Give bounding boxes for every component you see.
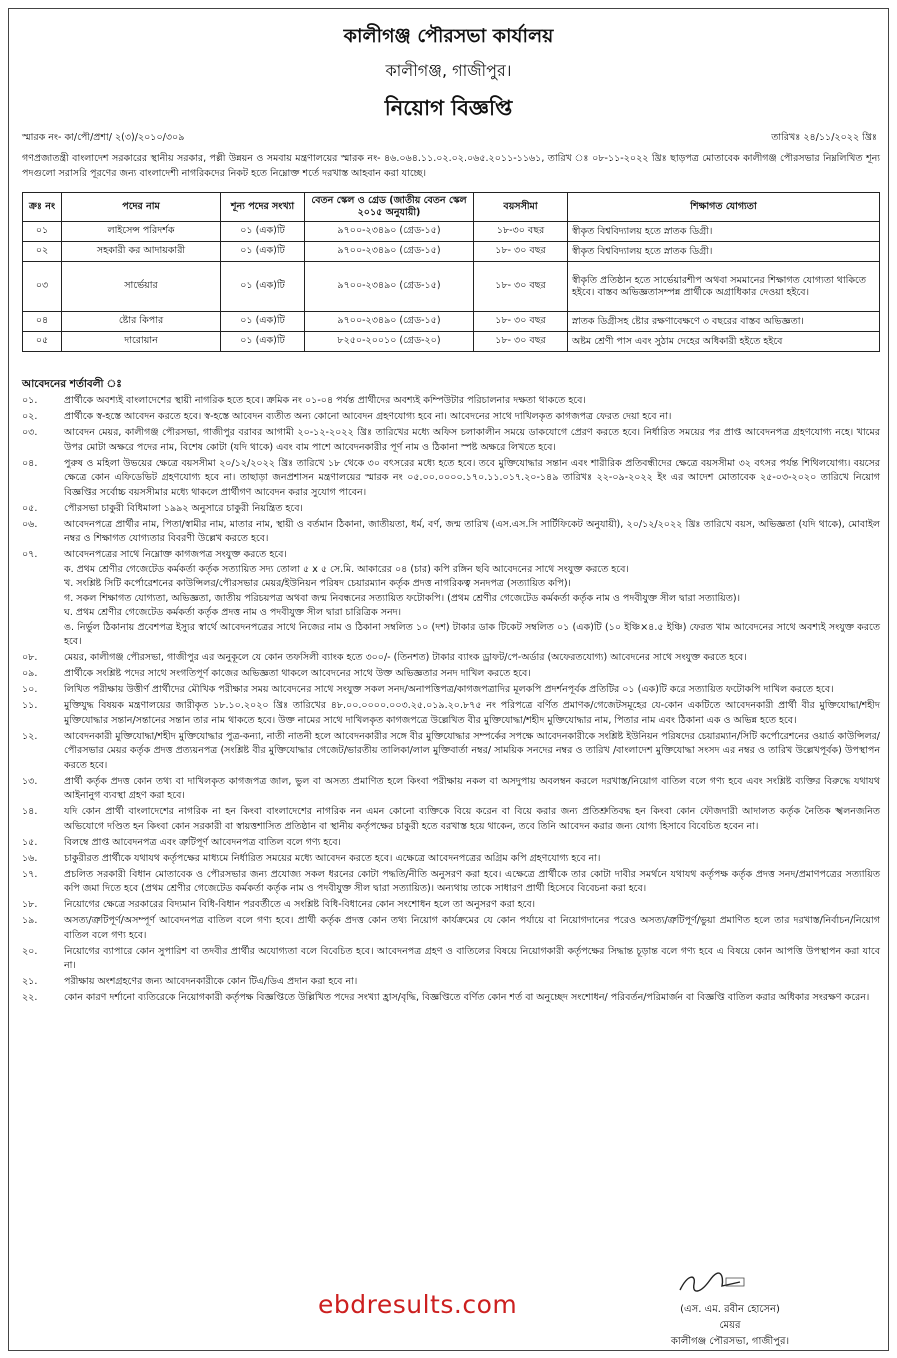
condition-number: ১৯.: [22, 915, 38, 926]
condition-number: ১২.: [22, 730, 38, 742]
condition-text: যদি কোন প্রার্থী বাংলাদেশের নাগরিক না হন কিংবা বাংলাদেশের নাগরিক নন এমন কোনো ব্যক্তিকে বিয়ে করেন বা বিয়ে করার জন্য প্রতিশ্রুতিবদ্ধ হন কিংবা কোন ফৌজদারী আদালত কর্তৃক নৈতিক স্খলনজনিত অভিযোগে দণ্ডিত হন কিংবা কোন সরকারী বা স্বায়ত্তশাসিত প্রতিষ্ঠান বা স্থানীয় কর্তৃপক্ষের চাকুরী হতে বরখাস্ত হয়ে থাকেন, তবে তিনি আবেদন করার জন্য যোগ্য হিসাবে বিবেচিত হবেন না।: [64, 806, 880, 832]
condition-number: ১৬.: [22, 852, 38, 864]
condition-number: ১১.: [22, 700, 38, 711]
posts-table: [22, 192, 880, 352]
cell-scale: ৮২৫০-২০০১০ (গ্রেড-২০): [305, 332, 474, 352]
signatory-block: [600, 1302, 860, 1350]
condition-text-block: [64, 457, 880, 501]
cell-age: ১৮- ৩০ বছর: [474, 312, 568, 332]
condition-number: ১৫.: [22, 836, 38, 848]
signatory-name: (এস. এম. রবীন হোসেন): [680, 1304, 780, 1315]
condition-text: পুরুষ ও মহিলা উভয়ের ক্ষেত্রে বয়সসীমা ২০/১২/২০২২ খ্রিঃ তারিখে ১৮ থেকে ৩০ বৎসরের মধ্যে হতে হবে। তবে মুক্তিযোদ্ধার সন্তান এবং শারীরিক প্রতিবন্ধীদের ক্ষেত্রে বয়সসীমা ৩২ বৎসর পর্যন্ত শিথিলযোগ্য। বয়সের ক্ষেত্রে কোন এফিডেভিট গ্রহণযোগ্য হবে না। তাছাড়া জনপ্রশাসন মন্ত্রণালয়ের স্মারক নং ০৫.০০.০০০০.১৭০.১১.০১৭.২০-১৪৯ তারিখঃ ২২-০৯-২০২২ ইং এর আদেশ মোতাবেক ২৫-০৩-২০২০ তারিখে নিয়োগ বিজ্ঞপ্তির সর্বোচ্চ বয়সসীমার মধ্যে থাকলে প্রার্থীগণ আবেদন করার সুযোগ পাবেন।: [64, 457, 880, 498]
condition-item: [22, 426, 880, 455]
cell-serial: ০২: [23, 242, 62, 262]
condition-number: ১৭.: [22, 868, 38, 880]
condition-text: নিয়োগের ক্ষেত্রে সরকারের বিদ্যমান বিধি-বিধান পরবর্তীতে এ সংশ্লিষ্ট বিধি-বিধানের কোন সংশোধন হলে তা অনুসরণ করা হবে।: [64, 899, 536, 910]
condition-item: [22, 868, 880, 897]
cell-count: ০১ (এক)টি: [221, 312, 305, 332]
condition-text-block: [64, 914, 880, 943]
cell-count: ০১ (এক)টি: [221, 262, 305, 312]
condition-text-block: [64, 805, 880, 834]
condition-number: ১৩.: [22, 775, 38, 787]
table-header-row: [23, 193, 880, 222]
condition-text: প্রার্থী কর্তৃক প্রদত্ত কোন তথ্য বা দাখিলকৃত কাগজপত্র জাল, ভুল বা অসত্য প্রমাণিত হলে কিংবা পরীক্ষায় নকল বা অসদুপায় অবলম্বন করলে দরখাস্ত/নিয়োগ বাতিল বলে গণ্য হবে এবং সংশ্লিষ্ট ব্যক্তির বিরুদ্ধে যথাযথ আইনানুগ ব্যবস্থা গ্রহণ করা হবে।: [64, 775, 880, 801]
condition-number: ০৩.: [22, 427, 38, 438]
condition-text-block: [64, 852, 880, 867]
condition-number: ২০.: [22, 945, 38, 957]
cell-scale: ৯৭০০-২৩৪৯০ (গ্রেড-১৫): [305, 242, 474, 262]
conditions-title: আবেদনের শর্তাবলী ঃ: [22, 378, 122, 390]
condition-number: ০৬.: [22, 518, 38, 530]
office-title: কালীগঞ্জ পৌরসভা কার্যালয়: [343, 25, 554, 47]
condition-item: [22, 548, 880, 650]
condition-text-block: [64, 667, 880, 682]
condition-number: ১০.: [22, 684, 38, 695]
condition-item: [22, 502, 880, 517]
cell-age: ১৮-৩০ বছর: [474, 222, 568, 242]
condition-item: [22, 945, 880, 974]
cell-post: লাইসেন্স পরিদর্শক: [62, 222, 221, 242]
condition-text-block: [64, 683, 880, 698]
condition-text-block: [64, 502, 880, 517]
signatory-designation: মেয়র: [719, 1320, 741, 1331]
col-serial: ক্রঃ নং: [23, 193, 62, 222]
condition-item: [22, 683, 880, 698]
cell-age: ১৮- ৩০ বছর: [474, 332, 568, 352]
condition-text-block: [64, 775, 880, 804]
condition-text: বিলম্বে প্রাপ্ত আবেদনপত্র এবং ত্রুটিপূর্ণ আবেদনপত্র বাতিল বলে গণ্য হবে।: [64, 836, 341, 848]
condition-text: প্রচলিত সরকারী বিধান মোতাবেক ও পৌরসভার জন্য প্রযোজ্য সকল ধরনের কোটা পদ্ধতি/নীতি অনুসরণ করা হবে। এক্ষেত্রে প্রার্থীকে তার কোটা দাবীর সমর্থনে যথাযথ কর্তৃপক্ষ কর্তৃক প্রদত্ত সনদ/প্রমাণপত্রের সত্যায়িত কপি জমা দিতে হবে (প্রথম শ্রেণীর গেজেটেড কর্মকর্তা কর্তৃক নাম ও পদবীযুক্ত সীল দ্বারা সত্যায়িত)। অন্যথায় তাকে সাধারণ প্রার্থী হিসেবে বিবেচনা করা হবে।: [64, 868, 880, 894]
col-qualification: শিক্ষাগত যোগ্যতা: [568, 193, 880, 222]
intro-paragraph: গণপ্রজাতন্ত্রী বাংলাদেশ সরকারের স্থানীয় সরকার, পল্লী উন্নয়ন ও সমবায় মন্ত্রণালয়ের স্মারক নং- ৪৬.০৬৪.১১.০২.০২.০৬৫.২০১১-১১৬১, তারিখ ঃ ০৮-১১-২০২২ খ্রিঃ ছাড়পত্র মোতাবেক কালীগঞ্জ পৌরসভার নিম্নলিখিত শূন্য পদগুলো সরাসরি পূরণের জন্য বাংলাদেশী নাগরিকদের নিকট হতে নিম্নোক্ত শর্তে দরখাস্ত আহবান করা যাচ্ছে।: [22, 153, 880, 179]
condition-text-block: [64, 426, 880, 455]
condition-text: মুক্তিযুদ্ধ বিষয়ক মন্ত্রণালয়ের জারীকৃত ১৮.১০.২০২০ খ্রিঃ তারিখের ৪৮.০০.০০০০.০০৩.২৫.০১৯.২০.৮৭৫ নং পরিপত্রে বর্ণিত প্রমাণক/গেজেটসমূহের যে-কোন একটিতে আবেদনকারী প্রার্থী বীর মুক্তিযোদ্ধা/শহীদ মুক্তিযোদ্ধার সন্তান/সন্তানের সন্তান তার নাম থাকতে হবে। উক্ত নামের সাথে দাখিলকৃত কাগজপত্রে উল্লেখিত বীর মুক্তিযোদ্ধা/শহীদ মুক্তিযোদ্ধার নাম, পিতার নাম এবং ঠিকানা এক ও অভিন্ন হতে হবে।: [64, 700, 880, 726]
cell-qualification: স্বীকৃতি প্রতিষ্ঠান হতে সার্ভেয়ারশীপ অথবা সমমানের শিক্ষাগত যোগ্যতা থাকিতে হইবে। বাস্তব অভিজ্ঞতাসম্পন্ন প্রার্থীকে অগ্রাধিকার দেওয়া হইবে।: [568, 262, 880, 312]
condition-item: [22, 852, 880, 867]
notice-title: নিয়োগ বিজ্ঞপ্তি: [384, 96, 513, 120]
condition-number: ০৮.: [22, 652, 38, 663]
condition-text-block: [64, 730, 880, 774]
condition-item: [22, 836, 880, 851]
condition-item: [22, 730, 880, 774]
cell-serial: ০১: [23, 222, 62, 242]
condition-text-block: [64, 836, 880, 851]
signatory-office: কালীগঞ্জ পৌরসভা, গাজীপুর।: [670, 1336, 790, 1347]
cell-qualification: স্বীকৃত বিশ্ববিদ্যালয় হতে স্নাতক ডিগ্রী।: [568, 222, 880, 242]
condition-item: [22, 775, 880, 804]
condition-number: ০৫.: [22, 502, 38, 514]
condition-item: [22, 394, 880, 409]
condition-text-block: [64, 548, 880, 650]
condition-text-block: [64, 651, 880, 666]
condition-number: ১৮.: [22, 899, 38, 910]
condition-text: আবেদনপত্রের সাথে নিম্নোক্ত কাগজপত্র সংযুক্ত করতে হবে।: [64, 549, 287, 560]
condition-text-block: [64, 394, 880, 409]
condition-text-block: [64, 991, 880, 1006]
conditions-list: [22, 394, 880, 1007]
condition-text-block: [64, 699, 880, 728]
condition-text: মেয়র, কালীগঞ্জ পৌরসভা, গাজীপুর এর অনুকূলে যে কোন তফসিলী ব্যাংক হতে ৩০০/- (তিনশত) টাকার ব্যাংক ড্রাফট/পে-অর্ডার (অফেরতযোগ্য) আবেদনের সাথে সংযুক্ত করতে হবে।: [64, 652, 747, 663]
memo-number: স্মারক নং- কা/পৌ/প্রশা/ ২(৩)/২০১০/৩০৯: [22, 132, 185, 143]
cell-post: ষ্টোর কিপার: [62, 312, 221, 332]
condition-number: ০১.: [22, 395, 38, 406]
condition-number: ০২.: [22, 411, 38, 422]
condition-text-block: [64, 410, 880, 425]
condition-text-block: [64, 898, 880, 913]
cell-count: ০১ (এক)টি: [221, 332, 305, 352]
condition-number: ২১.: [22, 976, 38, 987]
table-row: [23, 312, 880, 332]
condition-sub-item: গ. সকল শিক্ষাগত যোগ্যতা, অভিজ্ঞতা, জাতীয় পরিচয়পত্র অথবা জন্ম নিবন্ধনের সত্যায়িত ফটোকপি। (প্রথম শ্রেণীর গেজেটেড কর্মকর্তা কর্তৃক নাম ও পদবীযুক্ত সীল দ্বারা সত্যায়িত)।: [64, 592, 741, 604]
cell-qualification: স্বীকৃত বিশ্ববিদ্যালয় হতে স্নাতক ডিগ্রী।: [568, 242, 880, 262]
cell-post: সার্ভেয়ার: [62, 262, 221, 312]
condition-text: আবেদনকারী মুক্তিযোদ্ধা/শহীদ মুক্তিযোদ্ধার পুত্র-কন্যা, নাতী নাতনী হলে আবেদনকারীর সঙ্গে বীর মুক্তিযোদ্ধার সম্পর্কের সপক্ষে আবেদনকারীকে সংশ্লিষ্ট ইউনিয়ন পরিষদের চেয়ারম্যান/সিটি কর্পোরেশনের ওয়ার্ড কাউন্সিলর/পৌরসভার মেয়র কর্তৃক প্রদত্ত প্রত্যয়নপত্র (সংশ্লিষ্ট বীর মুক্তিযোদ্ধার গেজেট/ভারতীয় তালিকা/লাল মুক্তিবার্তা নম্বর/ সাময়িক সনদের নম্বর ও তারিখ /বাংলাদেশ মুক্তিযোদ্ধা সংসদ এর নম্বর ও তারিখ উল্লেখপূর্বক) উপস্থাপন করতে হবে।: [64, 730, 880, 771]
condition-text-block: [64, 945, 880, 974]
cell-count: ০১ (এক)টি: [221, 222, 305, 242]
cell-scale: ৯৭০০-২৩৪৯০ (গ্রেড-১৫): [305, 222, 474, 242]
condition-text: পরীক্ষায় অংশগ্রহণের জন্য আবেদনকারীকে কোন টিএ/ডিএ প্রদান করা হবে না।: [64, 976, 358, 987]
condition-sub-item: ক. প্রথম শ্রেণীর গেজেটেড কর্মকর্তা কর্তৃক সত্যায়িত সদ্য তোলা ৫ x ৫ সে.মি. আকারের ০৪ (চার) কপি রঙ্গিন ছবি আবেদনের সাথে সংযুক্ত করতে হবে।: [64, 563, 629, 575]
condition-item: [22, 518, 880, 547]
condition-sub-item: ঙ. নির্ভুল ঠিকানায় প্রবেশপত্র ইস্যুর স্বার্থে আবেদনপত্রের সাথে নিজের নাম ও ঠিকানা সম্বলিত ১০ (দশ) টাকার ডাক টিকেট সম্বলিত ০১ (এক)টি (১০ ইঞ্চি×৪.৫ ইঞ্চি) ফেরত খাম আবেদনের সাথে অবশ্যই সংযুক্ত করতে হবে।: [64, 621, 880, 647]
condition-text: নিয়োগের ব্যাপারে কোন সুপারিশ বা তদবীর প্রার্থীর অযোগ্যতা বলে বিবেচিত হবে। আবেদনপত্র গ্রহণ ও বাতিলের বিষয়ে নিয়োগকারী কর্তৃপক্ষের সিদ্ধান্ত চূড়ান্ত বলে গণ্য হবে এ বিষয়ে কোন আপত্তি উপস্থাপন করা যাবে না।: [64, 945, 880, 971]
signature-icon: [640, 1270, 800, 1298]
table-row: [23, 222, 880, 242]
cell-count: ০১ (এক)টি: [221, 242, 305, 262]
cell-age: ১৮- ৩০ বছর: [474, 242, 568, 262]
cell-post: দারোয়ান: [62, 332, 221, 352]
cell-post: সহকারী কর আদায়কারী: [62, 242, 221, 262]
condition-text-block: [64, 518, 880, 547]
condition-number: ১৪.: [22, 806, 38, 817]
cell-qualification: স্নাতক ডিগ্রীসহ ষ্টোর রক্ষণাবেক্ষণে ৩ বছরের বাস্তব অভিজ্ঞতা।: [568, 312, 880, 332]
condition-text: অসত্য/ত্রুটিপূর্ণ/অসম্পূর্ণ আবেদনপত্র বাতিল বলে গণ্য হবে। প্রার্থী কর্তৃক প্রদত্ত কোন তথ্য নিয়োগ কার্যক্রমের যে কোন পর্যায়ে বা নিয়োগদানের পরেও অসত্য/ত্রুটিপূর্ণ/ভুয়া প্রমাণিত হলে তার দরখাস্ত/নির্বাচন/নিয়োগ বাতিল বলে গণ্য হবে।: [64, 915, 880, 941]
condition-text: প্রার্থীকে অবশ্যই বাংলাদেশের স্থায়ী নাগরিক হতে হবে। ক্রমিক নং ০১-০৪ পর্যন্ত প্রার্থীদের অবশ্যই কম্পিউটার পরিচালনার দক্ষতা থাকতে হবে।: [64, 395, 586, 406]
condition-item: [22, 651, 880, 666]
condition-sub-item: ঘ. প্রথম শ্রেণীর গেজেটেড কর্মকর্তা কর্তৃক প্রদত্ত নাম ও পদবীযুক্ত সীল দ্বারা চারিত্রিক সনদ।: [64, 607, 402, 618]
condition-text: লিখিত পরীক্ষায় উত্তীর্ণ প্রার্থীদের মৌখিক পরীক্ষার সময় আবেদনের সাথে সংযুক্ত সকল সনদ/অনাপত্তিপত্র/কাগজপত্রাদির মূলকপি প্রদর্শনপূর্বক প্রতিটির ০১ (এক)টি করে সত্যায়িত ফটোকপি দাখিল করতে হবে।: [64, 684, 834, 695]
condition-text-block: [64, 868, 880, 897]
condition-number: ২২.: [22, 992, 38, 1003]
condition-item: [22, 457, 880, 501]
cell-age: ১৮- ৩০ বছর: [474, 262, 568, 312]
condition-text: আবেদনপত্রে প্রার্থীর নাম, পিতা/স্বামীর নাম, মাতার নাম, স্থায়ী ও বর্তমান ঠিকানা, জাতীয়তা, ধর্ম, বর্ণ, জন্ম তারিখ (এস.এস.সি সার্টিফিকেট অনুযায়ী), ২০/১২/২০২২ খ্রিঃ তারিখে বয়স, অভিজ্ঞতা (যদি থাকে), মোবাইল নম্বর ও শিক্ষাগত যোগ্যতার বিবরণী উল্লেখ করতে হবে।: [64, 518, 880, 544]
cell-scale: ৯৭০০-২৩৪৯০ (গ্রেড-১৫): [305, 312, 474, 332]
condition-text: কোন কারণ দর্শানো ব্যতিরেকে নিয়োগকারী কর্তৃপক্ষ বিজ্ঞপ্তিতে উল্লিখিত পদের সংখ্যা হ্রাস/বৃদ্ধি, বিজ্ঞপ্তিতে বর্ণিত কোন শর্ত বা অনুচ্ছেদ সংশোধন/ পরিবর্তন/পরিমার্জন বা বিজ্ঞপ্তি বাতিল করার অধিকার সংরক্ষণ করেন।: [64, 992, 870, 1003]
condition-text: চাকুরীরত প্রার্থীকে যথাযথ কর্তৃপক্ষের মাধ্যমে নির্ধারিত সময়ের মধ্যে আবেদন করতে হবে। এক্ষেত্রে আবেদনপত্রের অগ্রিম কপি গ্রহণযোগ্য হবে না।: [64, 852, 601, 864]
condition-item: [22, 667, 880, 682]
condition-item: [22, 410, 880, 425]
cell-serial: ০৩: [23, 262, 62, 312]
notice-date: তারিখঃ ২৪/১১/২০২২ খ্রিঃ: [771, 132, 877, 143]
col-age: বয়সসীমা: [474, 193, 568, 222]
condition-number: ০৪.: [22, 457, 38, 469]
condition-text: আবেদন মেয়র, কালীগঞ্জ পৌরসভা, গাজীপুর বরাবর আগামী ২০-১২-২০২২ খ্রিঃ তারিখের মধ্যে অফিস চলাকালীন সময়ে ডাকযোগে প্রেরণ করতে হবে। নির্ধারিত সময়ের পর প্রাপ্ত আবেদনপত্র গ্রহণযোগ্য নহে। খামের উপর মোটা অক্ষরে পদের নাম, বিশেষ কোটা (যদি থাকে) এবং বাম পাশে আবেদনকারীর পূর্ণ নাম ও ঠিকানা স্পষ্ট অক্ষরে লিখতে হবে।: [64, 427, 880, 453]
condition-item: [22, 914, 880, 943]
office-address: কালীগঞ্জ, গাজীপুর।: [385, 61, 512, 80]
condition-text: প্রার্থীকে স্ব-হস্তে আবেদন করতে হবে। স্ব-হস্তে আবেদন ব্যতীত অন্য কোনো আবেদন গ্রহণযোগ্য হবে না। আবেদনের সাথে দাখিলকৃত কাগজপত্র ফেরত দেয়া হবে না।: [64, 411, 672, 422]
table-row: [23, 332, 880, 352]
condition-item: [22, 975, 880, 990]
col-post: পদের নাম: [62, 193, 221, 222]
condition-text-block: [64, 975, 880, 990]
cell-serial: ০৫: [23, 332, 62, 352]
condition-number: ০৯.: [22, 668, 38, 679]
condition-sub-item: খ. সংশ্লিষ্ট সিটি কর্পোরেশনের কাউন্সিলর/পৌরসভার মেয়র/ইউনিয়ন পরিষদ চেয়ারম্যান কর্তৃক প্রদত্ত নাগরিকত্ব সনদপত্র (সত্যায়িত কপি)।: [64, 578, 571, 589]
cell-serial: ০৪: [23, 312, 62, 332]
table-row: [23, 242, 880, 262]
condition-item: [22, 898, 880, 913]
condition-item: [22, 991, 880, 1006]
condition-item: [22, 699, 880, 728]
condition-text: পৌরসভা চাকুরী বিধিমালা ১৯৯২ অনুসারে চাকুরী নিয়ন্ত্রিত হবে।: [64, 502, 303, 514]
table-row: [23, 262, 880, 312]
watermark-text: ebdresults.com: [318, 1290, 518, 1319]
condition-number: ০৭.: [22, 549, 38, 560]
col-scale: বেতন স্কেল ও গ্রেড (জাতীয় বেতন স্কেল ২০১৫ অনুযায়ী): [305, 193, 474, 222]
condition-item: [22, 805, 880, 834]
col-count: শূন্য পদের সংখ্যা: [221, 193, 305, 222]
condition-text: প্রার্থীকে সংশ্লিষ্ট পদের সাথে সংগতিপূর্ণ কাজের অভিজ্ঞতা থাকলে আবেদনের সাথে উক্ত অভিজ্ঞতার সনদ দাখিল করতে হবে।: [64, 668, 531, 679]
cell-scale: ৯৭০০-২৩৪৯০ (গ্রেড-১৫): [305, 262, 474, 312]
cell-qualification: অষ্টম শ্রেণী পাস এবং সুঠাম দেহের অধিকারী হইতে হইবে: [568, 332, 880, 352]
